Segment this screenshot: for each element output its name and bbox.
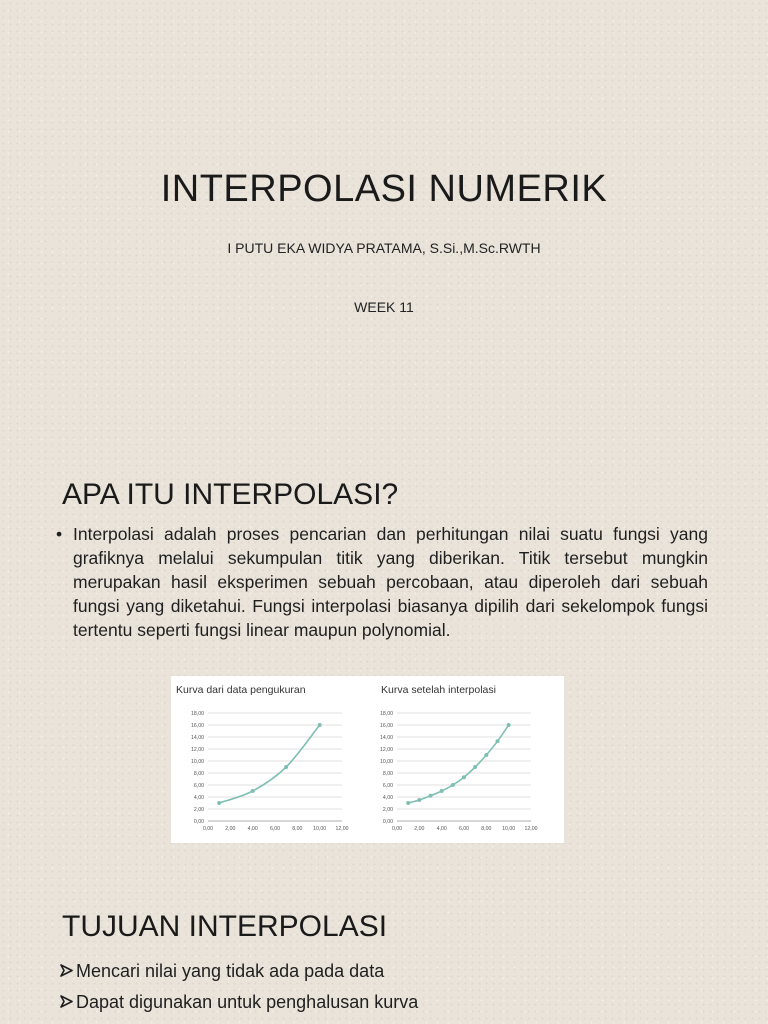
x-tick-label: 8,00 — [481, 826, 492, 832]
slide-title: INTERPOLASI NUMERIK — [160, 168, 608, 210]
y-tick-label: 2,00 — [193, 807, 204, 813]
goals-list — [60, 958, 418, 1020]
data-point — [217, 801, 221, 805]
goal-item — [60, 989, 418, 1020]
bullet-dot-icon: • — [56, 524, 63, 544]
data-point — [406, 801, 410, 805]
interpolation-charts — [171, 676, 564, 843]
arrow-bullet-icon — [60, 958, 74, 984]
arrow-bullet-icon — [60, 989, 74, 1015]
data-point — [417, 798, 421, 802]
y-tick-label: 16,00 — [191, 723, 204, 729]
chart-2 — [380, 684, 538, 832]
definition-text: Interpolasi adalah proses pencarian dan perhitungan nilai suatu fungsi yang grafiknya melalui sekumpulan titik yang diberikan. Titik tersebut mungkin merupakan hasil eksperimen sebuah percobaan, atau diperoleh dari sebuah fungsi yang diketahui. Fungsi interpolasi biasanya dipilih dari sekelompok fungsi tertentu seperti fungsi linear maupun polynomial. — [73, 524, 708, 640]
y-tick-label: 0,00 — [193, 819, 204, 825]
goal-item-text: Dapat digunakan untuk penghalusan kurva — [76, 992, 419, 1012]
y-tick-label: 6,00 — [193, 783, 204, 789]
x-tick-label: 0,00 — [202, 826, 214, 832]
data-point — [284, 765, 288, 769]
x-tick-label: 4,00 — [247, 826, 258, 832]
definition-bullet — [56, 522, 708, 642]
y-tick-label: 12,00 — [191, 747, 204, 753]
y-tick-label: 18,00 — [380, 711, 393, 717]
y-tick-label: 4,00 — [193, 795, 204, 801]
x-tick-label: 12,00 — [335, 826, 349, 832]
x-tick-label: 0,00 — [391, 826, 403, 832]
chart-title: Kurva setelah interpolasi — [381, 684, 496, 696]
x-tick-label: 8,00 — [292, 826, 303, 832]
section-heading-apa-itu-interpolasi: APA ITU INTERPOLASI? — [62, 478, 399, 511]
section-heading-tujuan-interpolasi: TUJUAN INTERPOLASI — [62, 910, 388, 943]
chart-1 — [176, 684, 349, 832]
x-tick-label: 6,00 — [458, 826, 470, 832]
y-tick-label: 4,00 — [382, 795, 393, 801]
y-tick-label: 0,00 — [382, 819, 393, 825]
x-tick-label: 10,00 — [502, 826, 516, 832]
interpolation-figure — [171, 676, 564, 843]
data-point — [462, 775, 466, 779]
y-tick-label: 6,00 — [382, 783, 393, 789]
y-tick-label: 12,00 — [380, 747, 393, 753]
y-tick-label: 10,00 — [380, 759, 393, 765]
chart-title: Kurva dari data pengukuran — [176, 684, 306, 696]
y-tick-label: 8,00 — [382, 771, 393, 777]
x-tick-label: 2,00 — [414, 826, 425, 832]
title-slide — [0, 0, 768, 430]
data-point — [429, 794, 433, 798]
y-tick-label: 10,00 — [191, 759, 204, 765]
data-point — [484, 753, 488, 757]
y-tick-label: 16,00 — [380, 723, 393, 729]
data-point — [440, 789, 444, 793]
y-tick-label: 18,00 — [191, 711, 204, 717]
data-point — [318, 723, 322, 727]
y-tick-label: 14,00 — [380, 735, 393, 741]
y-tick-label: 8,00 — [193, 771, 204, 777]
x-tick-label: 4,00 — [436, 826, 447, 832]
data-point — [473, 765, 477, 769]
week-label: WEEK 11 — [354, 299, 414, 315]
x-tick-label: 2,00 — [225, 826, 236, 832]
author-name: I PUTU EKA WIDYA PRATAMA, S.Si.,M.Sc.RWTH — [227, 240, 541, 256]
x-tick-label: 12,00 — [524, 826, 538, 832]
x-tick-label: 10,00 — [313, 826, 327, 832]
y-tick-label: 2,00 — [382, 807, 393, 813]
goal-item-text: Mencari nilai yang tidak ada pada data — [76, 961, 385, 981]
data-point — [496, 739, 500, 743]
x-tick-label: 6,00 — [269, 826, 281, 832]
goal-item — [60, 958, 418, 989]
y-tick-label: 14,00 — [191, 735, 204, 741]
data-point — [451, 783, 455, 787]
data-point — [251, 789, 255, 793]
data-point — [507, 723, 511, 727]
